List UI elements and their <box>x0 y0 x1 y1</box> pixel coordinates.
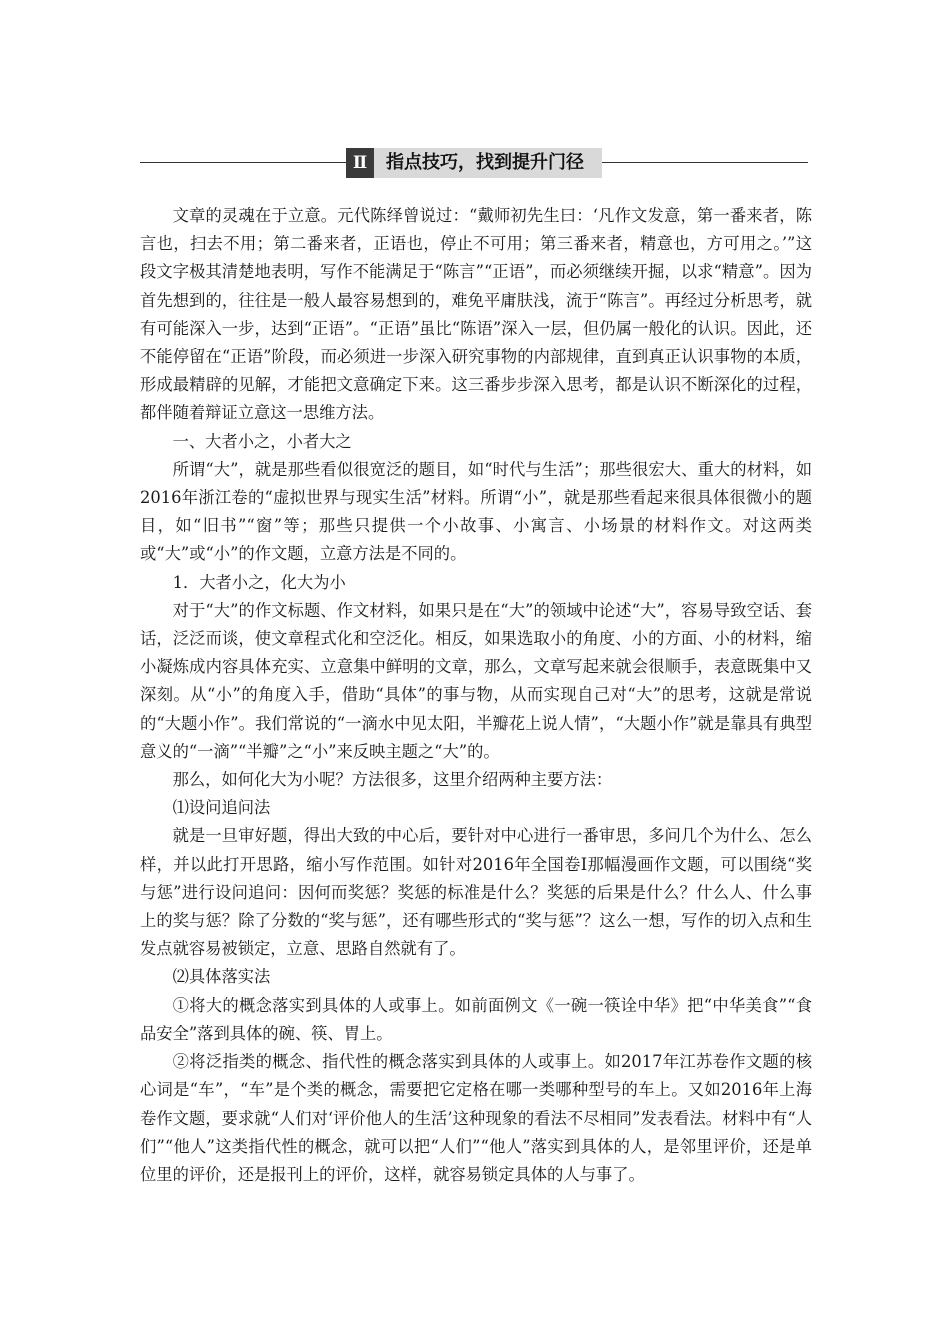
section-number-badge: Ⅱ <box>346 148 374 178</box>
section-title-box <box>346 148 602 178</box>
heading-part-one: 一、大者小之，小者大之 <box>172 431 352 451</box>
paragraph-definition: 所谓“大”，就是那些看似很宽泛的题目，如“时代与生活”；那些很宏大、重大的材料，如2016年浙江卷的“虚拟世界与现实生活”材料。所谓“小”，就是那些看起来很具体很微小的题目，如“旧书”“窗”等；那些只提供一个小故事、小寓言、小场景的材料作文。对这两类或“大”或“小”的作文题，立意方法是不同的。 <box>140 459 812 564</box>
section-title: 指点技巧，找到提升门径 <box>386 152 584 173</box>
heading-method-one: ⑴设问追问法 <box>172 798 271 818</box>
paragraph-method-one: 就是一旦审好题，得出大致的中心后，要针对中心进行一番审思，多问几个为什么、怎么样，并以此打开思路，缩小写作范围。如针对2016年全国卷Ⅰ那幅漫画作文题，可以围绕“奖与惩”进行设问追问：因何而奖惩？奖惩的标准是什么？奖惩的后果是什么？什么人、什么事上的奖与惩？除了分数的“奖与惩”，还有哪些形式的“奖与惩”？这么一想，写作的切入点和生发点就容易被锁定，立意、思路自然就有了。 <box>140 826 812 959</box>
header-rule-left <box>140 162 346 163</box>
paragraph-big-to-small: 对于“大”的作文标题、作文材料，如果只是在“大”的领域中论述“大”，容易导致空话、套话，泛泛而谈，使文章程式化和空泛化。相反，如果选取小的角度、小的方面、小的材料，缩小凝炼成内容具体充实、立意集中鲜明的文章，那么，文章写起来就会很顺手，表意既集中又深刻。从“小”的角度入手，借助“具体”的事与物，从而实现自己对“大”的思考，这就是常说的“大题小作”。我们常说的“一滴水中见太阳，半瓣花上说人情”，“大题小作”就是靠具有典型意义的“一滴”“半瓣”之“小”来反映主题之“大”的。 <box>140 600 812 761</box>
paragraph-methods-intro: 那么，如何化大为小呢？方法很多，这里介绍两种主要方法： <box>172 770 613 790</box>
header-rule-right <box>602 162 808 163</box>
paragraph-intro: 文章的灵魂在于立意。元代陈绎曾说过：“戴师初先生曰：‘凡作文发意，第一番来者，陈言也，扫去不用；第二番来者，正语也，停止不可用；第三番来者，精意也，方可用之。’”这段文字极其清楚地表明，写作不能满足于“陈言”“正语”，而必须继续开掘，以求“精意”。因为首先想到的，往往是一般人最容易想到的，难免平庸肤浅，流于“陈言”。再经过分析思考，就有可能深入一步，达到“正语”。“正语”虽比“陈语”深入一层，但仍属一般化的认识。因此，还不能停留在“正语”阶段，而必须进一步深入研究事物的内部规律，直到真正认识事物的本质，形成最精辟的见解，才能把文意确定下来。这三番步步深入思考，都是认识不断深化的过程，都伴随着辩证立意这一思维方法。 <box>140 206 812 423</box>
paragraph-point-one: ①将大的概念落实到具体的人或事上。如前面例文《一碗一筷诠中华》把“中华美食”“食品安全”落到具体的碗、筷、胃上。 <box>140 995 812 1043</box>
paragraph-point-two: ②将泛指类的概念、指代性的概念落实到具体的人或事上。如2017年江苏卷作文题的核心词是“车”，“车”是个类的概念，需要把它定格在哪一类哪种型号的车上。又如2016年上海卷作文题，要求就“人们对‘评价他人的生活’这种现象的看法不尽相同”发表看法。材料中有“人们”“他人”这类指代性的概念，就可以把“人们”“他人”落实到具体的人，是邻里评价，还是单位里的评价，还是报刊上的评价，这样，就容易锁定具体的人与事了。 <box>140 1052 812 1184</box>
heading-method-two: ⑵具体落实法 <box>172 967 271 987</box>
section-header <box>140 148 808 178</box>
heading-item-one: 1．大者小之，化大为小 <box>172 572 346 592</box>
article-body <box>140 202 812 1189</box>
